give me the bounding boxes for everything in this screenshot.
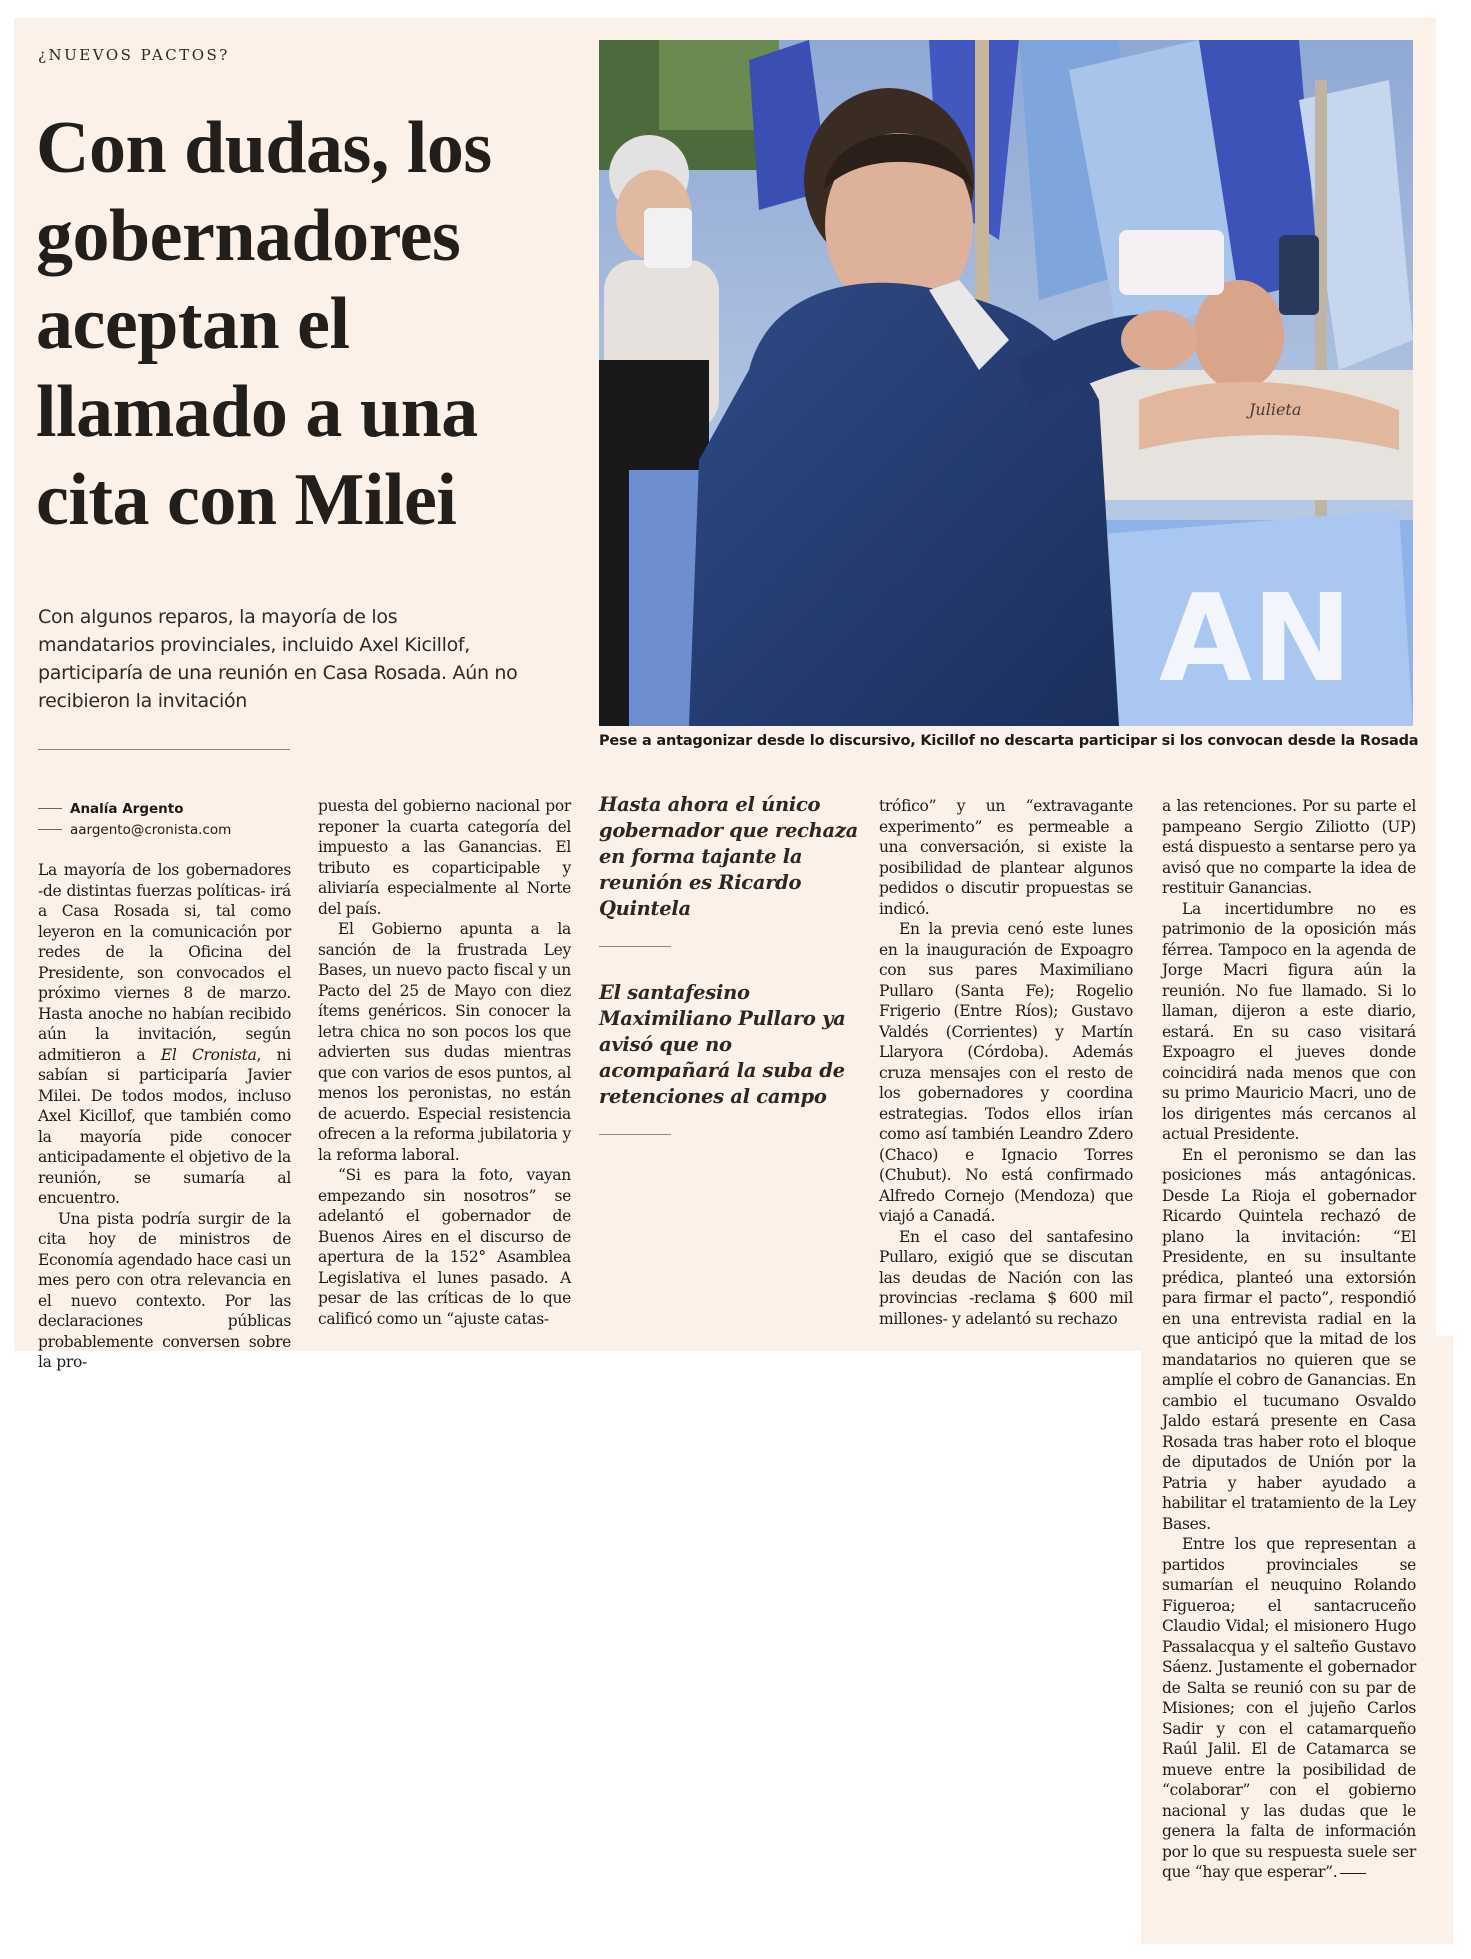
author-name: Analía Argento <box>70 800 184 817</box>
body-paragraph: “Si es para la foto, vayan empezando sin nosotros” se adelantó el gobernador de Buenos Aires en el discurso de apertura de la 152° Asamblea Legislativa el lunes pasado. A pesar de las críticas de lo que calificó como un “ajuste catas- <box>318 1166 571 1328</box>
pull-quote: Hasta ahora el único gobernador que rechaza en forma tajante la reunión es Ricardo Quintela <box>599 793 858 920</box>
author-email[interactable]: aargento@cronista.com <box>70 821 232 838</box>
byline-dash <box>38 829 62 830</box>
tattoo-text: Julieta <box>1249 400 1302 419</box>
body-paragraph: En el peronismo se dan las posiciones más antagónicas. Desde La Rioja el gobernador Ricardo Quintela rechazó de plano la invitación: “El Presidente, en su insultante prédica, planteó una extorsión para firmar el pacto”, respondió en una entrevista radial en la que anticipó que la mitad de los mandatarios no quieren que se amplíe el cobro de Ganancias. En cambio el tucumano Osvaldo Jaldo estará presente en Casa Rosada tras haber roto el bloque de diputados de Unión por la Patria y haber ayudado a habilitar el tratamiento de la Ley Bases. <box>1162 1145 1416 1533</box>
kicker: ¿NUEVOS PACTOS? <box>38 46 230 64</box>
body-column-1 <box>38 860 291 1373</box>
body-column-3 <box>879 796 1133 1329</box>
pull-quote: El santafesino Maximiliano Pullaro ya avisó que no acompañará la suba de retenciones al campo <box>599 981 846 1108</box>
pull-quote-divider <box>599 946 671 947</box>
deck: Con algunos reparos, la mayoría de los mandatarios provinciales, incluido Axel Kicillof, participaría de una reunión en Casa Rosada. Aún no recibieron la invitación <box>38 606 518 712</box>
body-paragraph-last: Entre los que representan a partidos provinciales se sumarían el neuquino Rolando Figueroa; el santacruceño Claudio Vidal; el misionero Hugo Passalacqua y el salteño Gustavo Sáenz. Justamente el gobernador de Salta se reunió con su par de Misiones; con el jujeño Carlos Sadir y con el catamarqueño Raúl Jalil. El de Catamarca se mueve entre la posibilidad de “colaborar” con el gobierno nacional y las dudas que le genera la falta de información por lo que su respuesta suele ser que “hay que esperar”. <box>1162 1535 1416 1881</box>
body-paragraph: En la previa cenó este lunes en la inauguración de Expoagro con sus pares Maximiliano Pullaro (Santa Fe); Rogelio Frigerio (Entre Ríos); Gustavo Valdés (Corrientes) y Martín Llaryora (Córdoba). Además cruza mensajes con el resto de los gobernadores y coordina estrategias. Todos ellos irían como así también Leandro Zdero (Chaco) e Ignacio Torres (Chubut). No está confirmado Alfredo Cornejo (Mendoza) que viajó a Canadá. <box>879 920 1133 1225</box>
body-column-4 <box>1162 796 1416 1883</box>
body-paragraph: a las retenciones. Por su parte el pampeano Sergio Ziliotto (UP) está dispuesto a sentarse pero ya avisó que no comparte la idea de restituir Ganancias. <box>1162 797 1416 897</box>
body-paragraph: Una pista podría surgir de la cita hoy de ministros de Economía agendado hace casi un mes pero con otra relevancia en el nuevo contexto. Por las declaraciones públicas probablemente conversen sobre la pro- <box>38 1209 291 1371</box>
byline <box>38 798 288 840</box>
photo-illustration <box>599 40 1413 726</box>
headline: Con dudas, los gobernadores aceptan el llamado a una cita con Milei <box>36 107 492 541</box>
body-paragraph: La incertidumbre no es patrimonio de la oposición más férrea. Tampoco en la agenda de Jorge Macri figura aún la reunión. No fue llamado. Si lo llaman, dijeron a este diario, estará. En su caso visitará Expoagro el jueves donde coincidirá nada menos que con su primo Mauricio Macri, uno de los dirigentes más cercanos al actual Presidente. <box>1162 899 1416 1143</box>
pull-quote-divider <box>599 1134 671 1135</box>
deck-divider <box>38 749 290 750</box>
body-paragraph: trófico” y un “extravagante experimento” es permeable a una conversación, si existe la posibilidad de plantear algunos pedidos o discutir propuestas se indicó. <box>879 797 1133 918</box>
end-of-article-mark <box>1340 1873 1366 1874</box>
body-paragraph: La mayoría de los gobernadores -de distintas fuerzas políticas- irá a Casa Rosada si, tal como leyeron en la comunicación por redes de la Oficina del Presidente, son convocados el próximo viernes 8 de marzo. Hasta anoche no habían recibido aún la invitación, según admitieron a El Cronista, ni sabían si participaría Javier Milei. De todos modos, incluso Axel Kicillof, que también como la mayoría pide conocer anticipadamente el objetivo de la reunión, se sumaría al encuentro. <box>38 861 291 1207</box>
newspaper-name: El Cronista <box>160 1045 257 1064</box>
byline-dash <box>38 808 62 809</box>
body-paragraph: En el caso del santafesino Pullaro, exigió que se discutan las deudas de Nación con las provincias -reclama $ 600 mil millones- y adelantó su rechazo <box>879 1227 1133 1328</box>
body-paragraph: puesta del gobierno nacional por reponer la cuarta categoría del impuesto a las Ganancias. El tributo es coparticipable y aliviaría especialmente al Norte del país. <box>318 797 571 918</box>
body-paragraph: El Gobierno apunta a la sanción de la frustrada Ley Bases, un nuevo pacto fiscal y un Pacto del 25 de Mayo con diez ítems genéricos. Sin conocer la letra chica no son pocos los que advierten sus dudas mientras que con varios de esos puntos, al menos los peronistas, no están de acuerdo. Especial resistencia ofrecen a la reforma jubilatoria y la reforma laboral. <box>318 920 571 1164</box>
svg-text:AN: AN <box>1159 570 1353 709</box>
article-photo <box>599 40 1413 726</box>
body-column-2 <box>318 796 571 1329</box>
photo-caption: Pese a antagonizar desde lo discursivo, Kicillof no descarta participar si los convocan desde la Rosada <box>599 733 1419 749</box>
